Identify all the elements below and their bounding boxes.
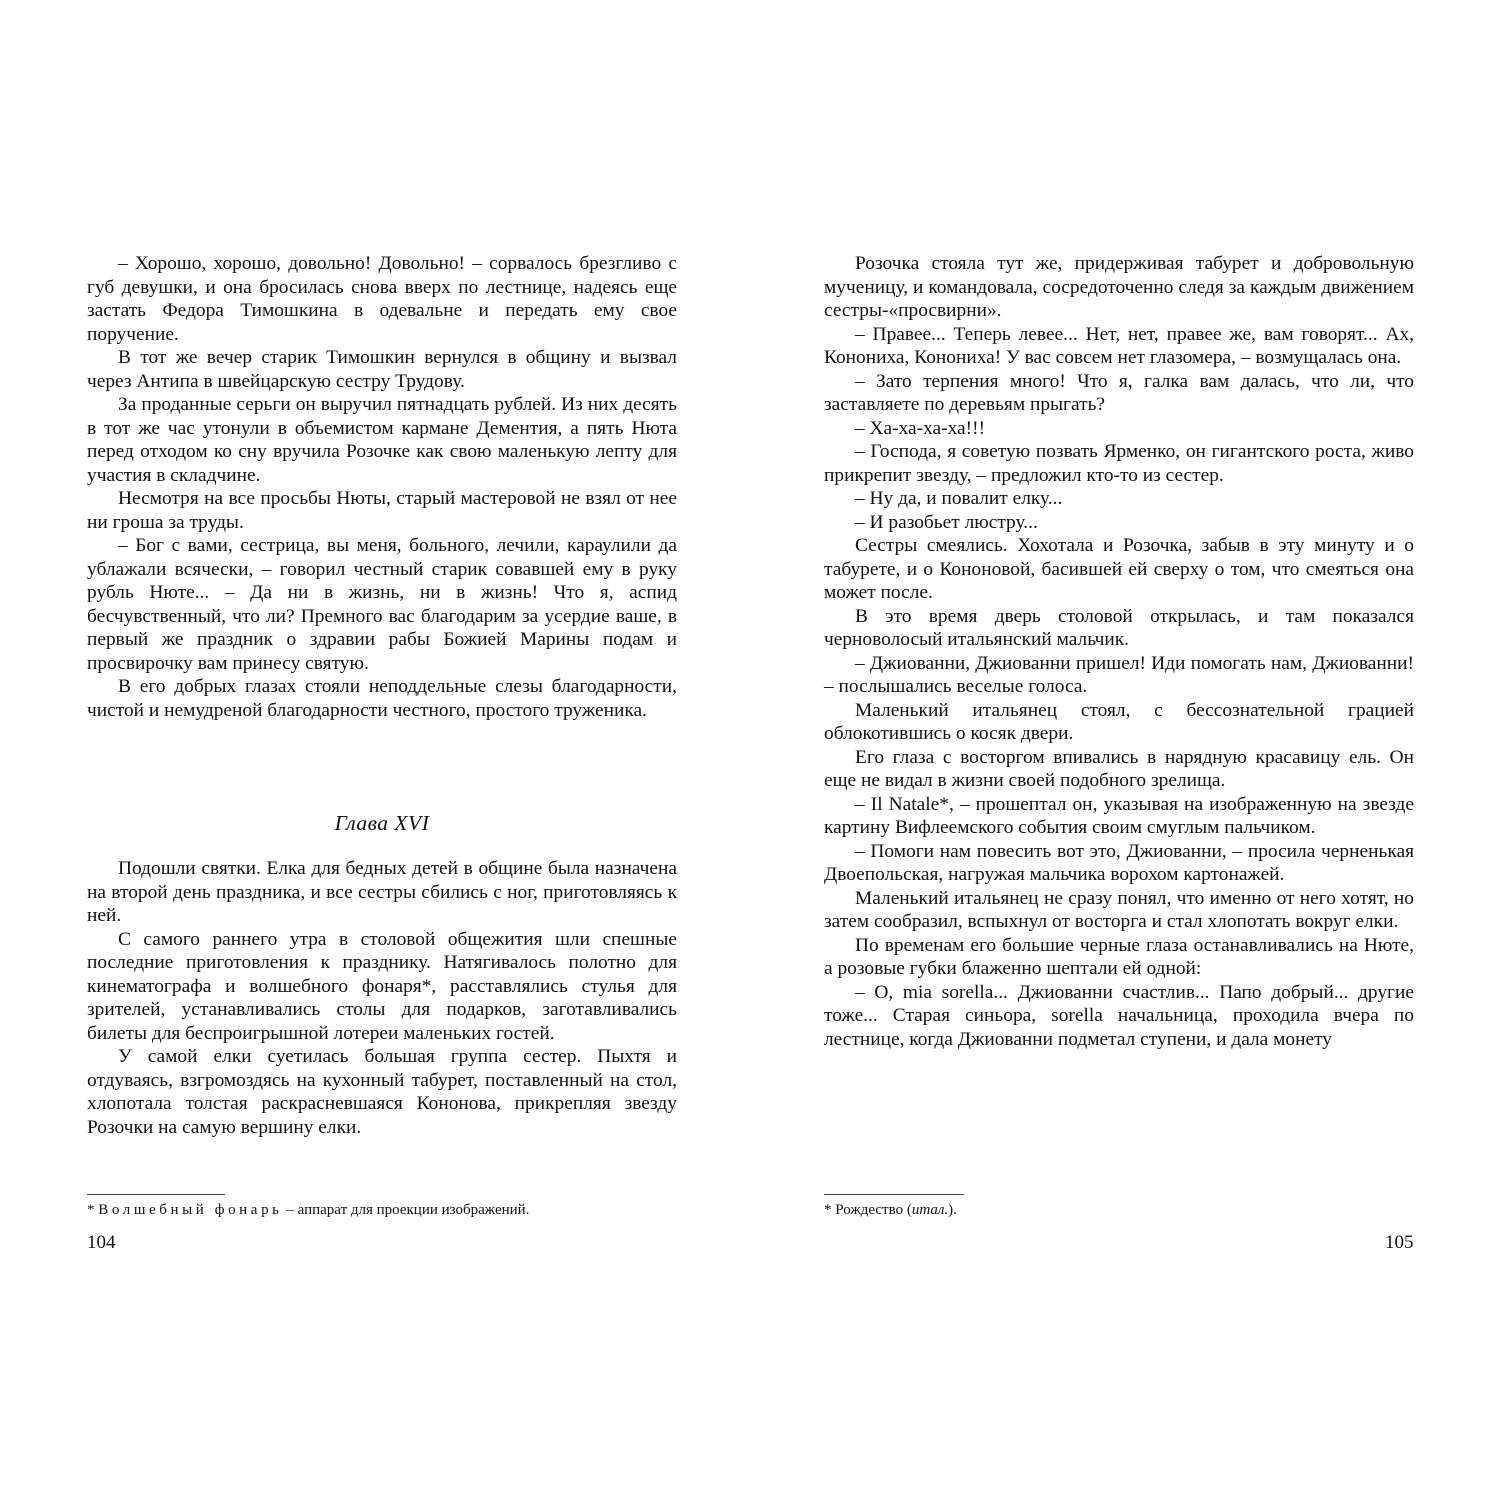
paragraph: – Ну да, и повалит елку...	[855, 488, 1063, 509]
page-number-left: 104	[87, 1232, 116, 1253]
chapter-title: Глава XVI	[334, 811, 430, 835]
paragraph: – Il Natale*, – прошептал он, указывая на изображенную на звезде картину Вифлеемского события своим смуглым пальчиком.	[824, 793, 1414, 838]
paragraph: У самой елки суетилась большая группа сестер. Пыхтя и отдуваясь, взгромоздясь на кухонный табурет, поставленный на стол, хлопотала толстая раскрасневшаяся Кононова, прикрепляя звезду Розочки на самую вершину елки.	[87, 1046, 677, 1138]
footnote-text: * Рождество (	[824, 1202, 912, 1218]
paragraph: Сестры смеялись. Хохотала и Розочка, забыв в эту минуту и о табурете, и о Кононовой, басившей ей сверху о том, что смеяться она может после.	[824, 535, 1414, 603]
paragraph: – Ха-ха-ха-ха!!!	[855, 417, 986, 439]
right-page	[824, 252, 1414, 1051]
paragraph: По временам его большие черные глаза останавливались на Нюте, а розовые губки блаженно шептали ей одной:	[824, 934, 1414, 979]
footnote-text-end: ).	[948, 1202, 957, 1218]
paragraph: Маленький итальянец стоял, с бессознательной грацией облокотившись о косяк двери.	[824, 699, 1414, 744]
footnote-term: Волшебный фонарь	[98, 1202, 283, 1218]
chapter-heading-wrap	[87, 812, 677, 836]
left-text-bottom	[87, 857, 677, 1139]
page-number-right: 105	[1385, 1232, 1414, 1253]
footnote-marker: *	[87, 1202, 99, 1218]
footnote-rule	[87, 1194, 225, 1195]
paragraph: – Хорошо, хорошо, довольно! Довольно! – сорвалось брезгливо с губ девушки, и она бросилась снова вверх по лестнице, надеясь еще застать Федора Тимошкина в одевальне и передать ему свое поручение.	[87, 253, 677, 345]
left-text-top	[87, 252, 677, 722]
left-page	[87, 252, 677, 1138]
paragraph: – Джиованни, Джиованни пришел! Иди помогать нам, Джиованни! – послышались веселые голоса.	[824, 652, 1414, 697]
paragraph: Розочка стояла тут же, придерживая табурет и добровольную мученицу, и командовала, сосредоточенно следя за каждым движением сестры-«просвирни».	[824, 253, 1414, 321]
footnote-rule	[824, 1194, 964, 1195]
paragraph: В тот же вечер старик Тимошкин вернулся в общину и вызвал через Антипа в швейцарскую сестру Трудову.	[87, 347, 677, 392]
footnote-italic: итал.	[911, 1202, 949, 1218]
footnote-text: – аппарат для проекции изображений.	[282, 1202, 530, 1218]
paragraph: – Зато терпения много! Что я, галка вам далась, что ли, что заставляете по деревьям прыгать?	[824, 370, 1414, 415]
paragraph: Маленький итальянец не сразу понял, что именно от него хотят, но затем сообразил, вспыхнул от восторга и стал хлопотать вокруг елки.	[824, 887, 1414, 932]
paragraph: Подошли святки. Елка для бедных детей в общине была назначена на второй день праздника, и все сестры сбились с ног, приготовляясь к ней.	[87, 858, 677, 926]
paragraph: – Бог с вами, сестрица, вы меня, больного, лечили, караулили да ублажали всячески, – говорил честный старик совавшей ему в руку рубль Нюте... – Да ни в жизнь, ни в жизнь! Что я, аспид бесчувственный, что ли? Премного вас благодарим за усердие ваше, в первый же праздник о здравии рабы Божией Марины подам и просвирочку вам принесу святую.	[87, 535, 677, 674]
paragraph: – Правее... Теперь левее... Нет, нет, правее же, вам говорят... Ах, Конониха, Конониха! У вас совсем нет глазомера, – возмущалась она.	[824, 323, 1414, 368]
paragraph: С самого раннего утра в столовой общежития шли спешные последние приготовления к празднику. Натягивалось полотно для кинематографа и волшебного фонаря*, расставлялись стулья для зрителей, устанавливались столы для подарков, заготавливались билеты для беспроигрышной лотереи маленьких гостей.	[87, 928, 677, 1044]
paragraph: В это время дверь столовой открылась, и там показался черноволосый итальянский мальчик.	[824, 605, 1414, 650]
paragraph: Его глаза с восторгом впивались в нарядную красавицу ель. Он еще не видал в жизни своей подобного зрелища.	[824, 746, 1414, 791]
paragraph: За проданные серьги он выручил пятнадцать рублей. Из них десять в тот же час утонули в объемистом кармане Дементия, а пять Нюта перед отходом ко сну вручила Розочке как свою маленькую лепту для участия в складчине.	[87, 394, 677, 486]
footnote	[87, 1201, 687, 1219]
paragraph: Несмотря на все просьбы Нюты, старый мастеровой не взял от нее ни гроша за труды.	[87, 488, 677, 533]
paragraph: – Помоги нам повесить вот это, Джиованни, – просила черненькая Двоепольская, нагружая мальчика ворохом картонажей.	[824, 840, 1414, 885]
paragraph: – Господа, я советую позвать Ярменко, он гигантского роста, живо прикрепит звезду, – предложил кто-то из сестер.	[824, 441, 1414, 486]
paragraph: В его добрых глазах стояли неподдельные слезы благодарности, чистой и немудреной благодарности честного, простого труженика.	[87, 676, 677, 721]
footnote	[824, 1201, 1414, 1219]
paragraph: – О, mia sorella... Джиованни счастлив... Папо добрый... другие тоже... Старая синьора, sorella начальница, проходила вчера по лестнице, когда Джиованни подметал ступени, и дала монету	[824, 981, 1414, 1050]
paragraph: – И разобьет люстру...	[855, 511, 1038, 533]
